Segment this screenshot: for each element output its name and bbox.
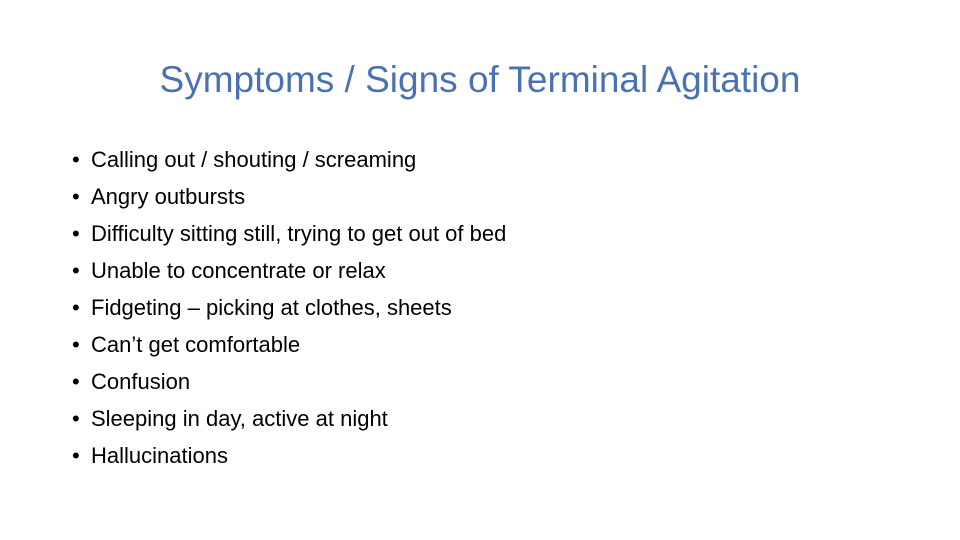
list-item [72,289,506,326]
bullet-icon: • [72,406,80,431]
list-item-text: Fidgeting – picking at clothes, sheets [91,295,452,320]
bullet-icon: • [72,443,80,468]
bullet-icon: • [72,258,80,283]
bullet-icon: • [72,147,80,172]
list-item [72,252,506,289]
list-item [72,178,506,215]
list-item [72,215,506,252]
list-item-text: Unable to concentrate or relax [91,258,386,283]
list-item-text: Calling out / shouting / screaming [91,147,417,172]
list-item [72,141,506,178]
bullet-icon: • [72,184,80,209]
list-item [72,400,506,437]
list-item [72,326,506,363]
bullet-icon: • [72,295,80,320]
list-item-text: Hallucinations [91,443,228,468]
list-item-text: Confusion [91,369,191,394]
list-item-text: Difficulty sitting still, trying to get out of bed [91,221,507,246]
list-item-text: Can’t get comfortable [91,332,301,357]
bullet-icon: • [72,221,80,246]
bullet-icon: • [72,332,80,357]
slide-title: Symptoms / Signs of Terminal Agitation [159,59,801,100]
bullet-icon: • [72,369,80,394]
list-item-text: Angry outbursts [91,184,246,209]
list-item [72,363,506,400]
list-item-text: Sleeping in day, active at night [91,406,388,431]
bullet-list [72,141,506,474]
list-item [72,437,506,474]
